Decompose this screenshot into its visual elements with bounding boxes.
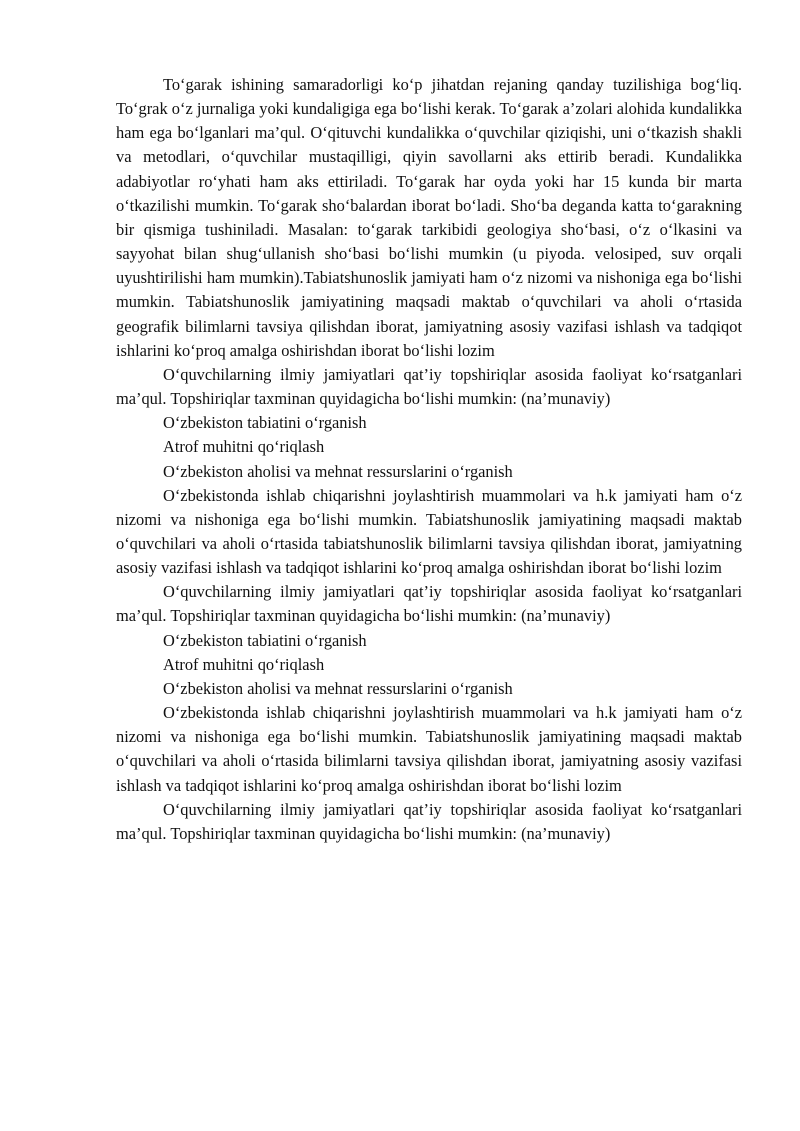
topic-list-item: Atrof muhitni qo‘riqlash — [163, 437, 325, 457]
document-page — [116, 73, 742, 846]
topic-list-item: Atrof muhitni qo‘riqlash — [163, 654, 325, 674]
body-paragraph: To‘garak ishining samaradorligi ko‘p jihatdan rejaning qanday tuzilishiga bog‘liq. To‘grak o‘z jurnaliga yoki kundaligiga ega bo‘lishi kerak. To‘garak a’zolari alohida kundalikka ham ega bo‘lganlari ma’qul. O‘qituvchi kundalikka o‘quvchilar qiziqishi, uni o‘tkazish shakli va metodlari, o‘quvchilar mustaqilligi, qiyin savollarni aks ettirib beradi. Kundalikka adabiyotlar ro‘yhati ham aks ettiriladi. To‘garak har oyda yoki har 15 kunda bir marta o‘tkazilishi mumkin. To‘garak sho‘balardan iborat bo‘ladi. Sho‘ba deganda katta to‘garakning bir qismiga tushiniladi. Masalan: to‘garak tarkibidi geologiya sho‘basi, o‘z o‘lkasini va sayyohat bilan shug‘ullanish sho‘basi bo‘lishi mumkin (u piyoda. velosiped, suv orqali uyushtirilishi ham mumkin).Tabiatshunoslik jamiyati ham o‘z nizomi va nishoniga ega bo‘lishi mumkin. Tabiatshunoslik jamiyatining maqsadi maktab o‘quvchilari va aholi o‘rtasida geografik bilimlarni tavsiya qilishdan iborat, jamiyatning asosiy vazifasi ishlash va tadqiqot ishlarini ko‘proq amalga oshirishdan iborat bo‘lishi lozim — [116, 75, 742, 360]
body-paragraph: O‘quvchilarning ilmiy jamiyatlari qat’iy topshiriqlar asosida faoliyat ko‘rsatganlari ma’qul. Topshiriqlar taxminan quyidagicha bo‘lishi mumkin: (na’munaviy) — [116, 364, 742, 409]
topic-list-item: O‘zbekiston tabiatini o‘rganish — [163, 630, 367, 650]
body-paragraph: O‘quvchilarning ilmiy jamiyatlari qat’iy topshiriqlar asosida faoliyat ko‘rsatganlari ma’qul. Topshiriqlar taxminan quyidagicha bo‘lishi mumkin: (na’munaviy) — [116, 582, 742, 626]
topic-list-item: O‘zbekiston tabiatini o‘rganish — [163, 413, 367, 433]
body-paragraph: O‘quvchilarning ilmiy jamiyatlari qat’iy topshiriqlar asosida faoliyat ko‘rsatganlari ma’qul. Topshiriqlar taxminan quyidagicha bo‘lishi mumkin: (na’munaviy) — [116, 799, 742, 843]
topic-list-item: O‘zbekiston aholisi va mehnat ressurslarini o‘rganish — [163, 461, 513, 481]
topic-list-item: O‘zbekiston aholisi va mehnat ressurslarini o‘rganish — [163, 678, 513, 698]
body-paragraph: O‘zbekistonda ishlab chiqarishni joylashtirish muammolari va h.k jamiyati ham o‘z nizomi va nishoniga ega bo‘lishi mumkin. Tabiatshunoslik jamiyatining maqsadi maktab o‘quvchilari va aholi o‘rtasida bilimlarni tavsiya qilishdan iborat, jamiyatning asosiy vazifasi ishlash va tadqiqot ishlarini ko‘proq amalga oshirishdan iborat bo‘lishi lozim — [116, 703, 742, 795]
body-paragraph: O‘zbekistonda ishlab chiqarishni joylashtirish muammolari va h.k jamiyati ham o‘z nizomi va nishoniga ega bo‘lishi mumkin. Tabiatshunoslik jamiyatining maqsadi maktab o‘quvchilari va aholi o‘rtasida tabiatshunoslik bilimlarni tavsiya qilishdan iborat, jamiyatning asosiy vazifasi ishlash va tadqiqot ishlarini ko‘proq amalga oshirishdan iborat bo‘lishi lozim — [116, 485, 742, 578]
